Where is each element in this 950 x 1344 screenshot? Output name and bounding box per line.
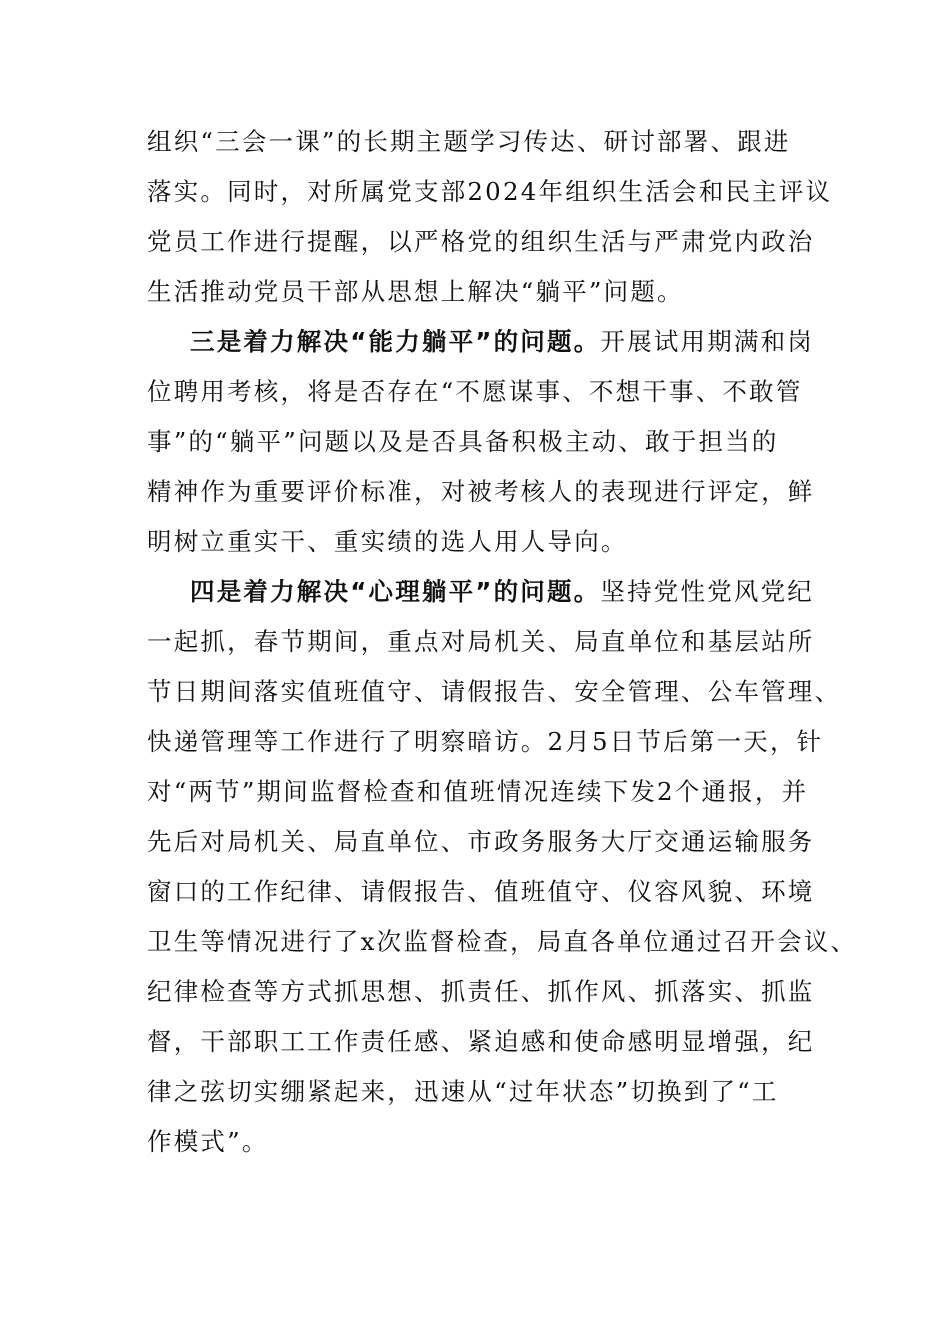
paragraph-3-line-10: 督，干部职工工作责任感、紧迫感和使命感明显增强，纪 [147,1027,815,1056]
paragraph-2-first-line-rest: 开展试用期满和岗 [600,327,815,356]
paragraph-3-line-6: 先后对局机关、局直单位、市政务服务大厅交通运输服务 [147,827,815,856]
paragraph-3-line-8: 卫生等情况进行了x次监督检查，局直各单位通过召开会议、 [147,927,858,956]
paragraph-1-line-4: 生活推动党员干部从思想上解决“躺平”问题。 [147,277,684,306]
paragraph-3-line-9: 纪律检查等方式抓思想、抓责任、抓作风、抓落实、抓监 [147,977,815,1006]
paragraph-1-line-1: 组织“三会一课”的长期主题学习传达、研讨部署、跟进 [147,127,791,156]
paragraph-3-line-2: 一起抓，春节期间，重点对局机关、局直单位和基层站所 [147,627,815,656]
paragraph-3-line-1 [190,576,814,608]
paragraph-3-first-line-rest: 坚持党性党风党纪 [600,577,815,606]
paragraph-3-line-5: 对“两节”期间监督检查和值班情况连续下发2个通报，并 [147,777,809,806]
paragraph-3-line-4: 快递管理等工作进行了明察暗访。2月5日节后第一天，针 [147,727,824,756]
paragraph-3-line-7: 窗口的工作纪律、请假报告、值班值守、仪容风貌、环境 [147,877,815,906]
paragraph-2-line-3: 事”的“躺平”问题以及是否具备积极主动、敢于担当的 [147,427,779,456]
paragraph-2-line-1 [190,326,814,358]
paragraph-3-line-12: 作模式”。 [147,1127,269,1156]
paragraph-1-line-2: 落实。同时，对所属党支部2024年组织生活会和民主评议 [147,177,833,206]
paragraph-1-line-3: 党员工作进行提醒，以严格党的组织生活与严肃党内政治 [147,227,815,256]
paragraph-2-line-2: 位聘用考核，将是否存在“不愿谋事、不想干事、不敢管 [147,377,803,406]
paragraph-2-heading: 三是着力解决“能力躺平”的问题。 [190,327,601,356]
paragraph-3-line-11: 律之弦切实绷紧起来，迅速从“过年状态”切换到了“工 [147,1077,779,1106]
paragraph-3-line-3: 节日期间落实值班值守、请假报告、安全管理、公车管理、 [147,677,842,706]
paragraph-3-heading: 四是着力解决“心理躺平”的问题。 [190,577,601,606]
paragraph-2-line-4: 精神作为重要评价标准，对被考核人的表现进行评定，鲜 [147,477,815,506]
paragraph-2-line-5: 明树立重实干、重实绩的选人用人导向。 [147,527,628,556]
